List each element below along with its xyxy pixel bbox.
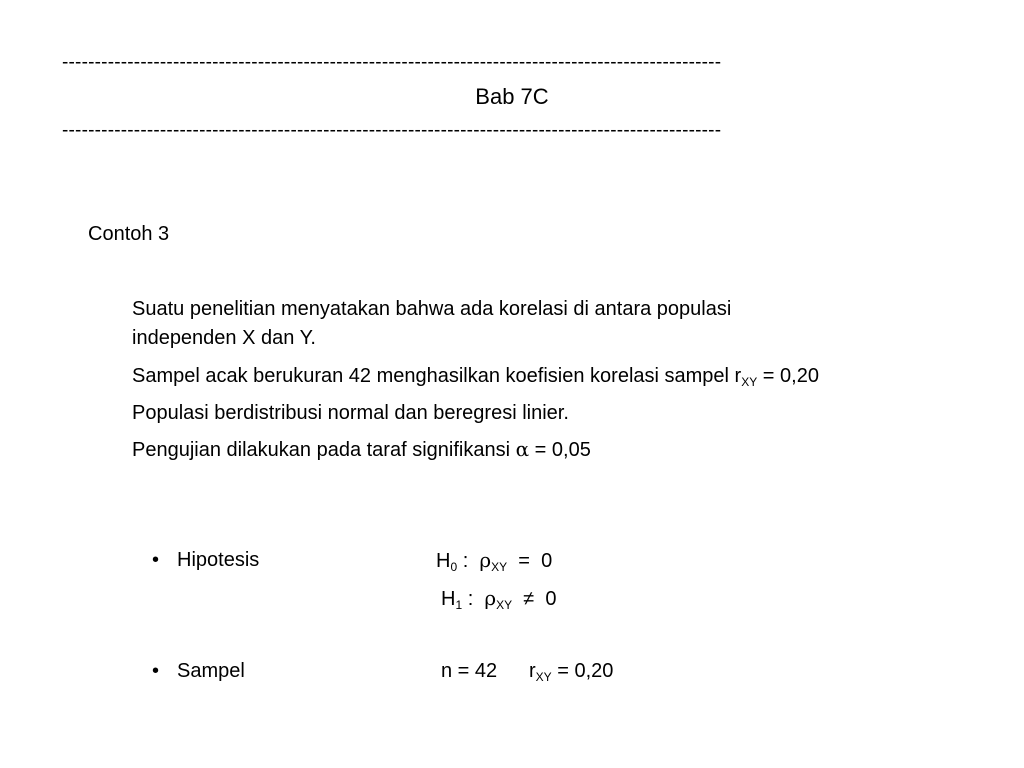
- h1-colon: :: [462, 588, 485, 610]
- problem-line-3-subscript: XY: [741, 375, 758, 389]
- h1-letter: H: [441, 588, 456, 610]
- h0-relation: = 0: [507, 550, 553, 572]
- example-heading: Contoh 3: [88, 223, 170, 245]
- problem-line-3-value: = 0,20: [757, 365, 819, 387]
- sample-correlation: [529, 659, 613, 689]
- problem-line-4: Populasi berdistribusi normal dan beregresi linier.: [132, 402, 569, 424]
- null-hypothesis: [436, 548, 552, 579]
- problem-line-5-text: Pengujian dilakukan pada taraf signifikansi: [132, 439, 516, 461]
- sample-r-letter: r: [529, 660, 536, 682]
- h0-letter: H: [436, 550, 451, 572]
- h1-subscript: 1: [455, 598, 463, 612]
- h0-rho-subscript: XY: [491, 560, 508, 574]
- problem-line-2: independen X dan Y.: [132, 327, 316, 349]
- sample-label: Sampel: [177, 660, 245, 682]
- bullet-marker-sample: •: [152, 660, 160, 682]
- problem-line-3: [132, 364, 819, 394]
- top-dashed-rule: -----------------------------------------------------------------------------------------------------: [62, 52, 722, 73]
- alpha-symbol: α: [515, 437, 530, 461]
- sample-r-value: = 0,20: [551, 660, 614, 682]
- problem-line-1: Suatu penelitian menyatakan bahwa ada korelasi di antara populasi: [132, 298, 732, 320]
- problem-line-5: [132, 437, 591, 462]
- h1-relation: ≠ 0: [512, 588, 557, 610]
- hypothesis-label: Hipotesis: [177, 549, 260, 571]
- sample-size: n = 42: [441, 660, 498, 682]
- alternative-hypothesis: [441, 586, 556, 617]
- rho-symbol: ρ: [479, 548, 492, 572]
- sample-r-subscript: XY: [535, 670, 552, 684]
- rho-symbol: ρ: [484, 586, 497, 610]
- h0-colon: :: [457, 550, 480, 572]
- bullet-marker-hypothesis: •: [152, 549, 160, 571]
- h0-subscript: 0: [450, 560, 458, 574]
- bottom-dashed-rule: -----------------------------------------------------------------------------------------------------: [62, 120, 722, 141]
- problem-line-3-text: Sampel acak berukuran 42 menghasilkan koefisien korelasi sampel r: [132, 365, 742, 387]
- slide-title: Bab 7C: [475, 84, 549, 109]
- problem-line-5-value: = 0,05: [529, 439, 591, 461]
- h1-rho-subscript: XY: [496, 598, 513, 612]
